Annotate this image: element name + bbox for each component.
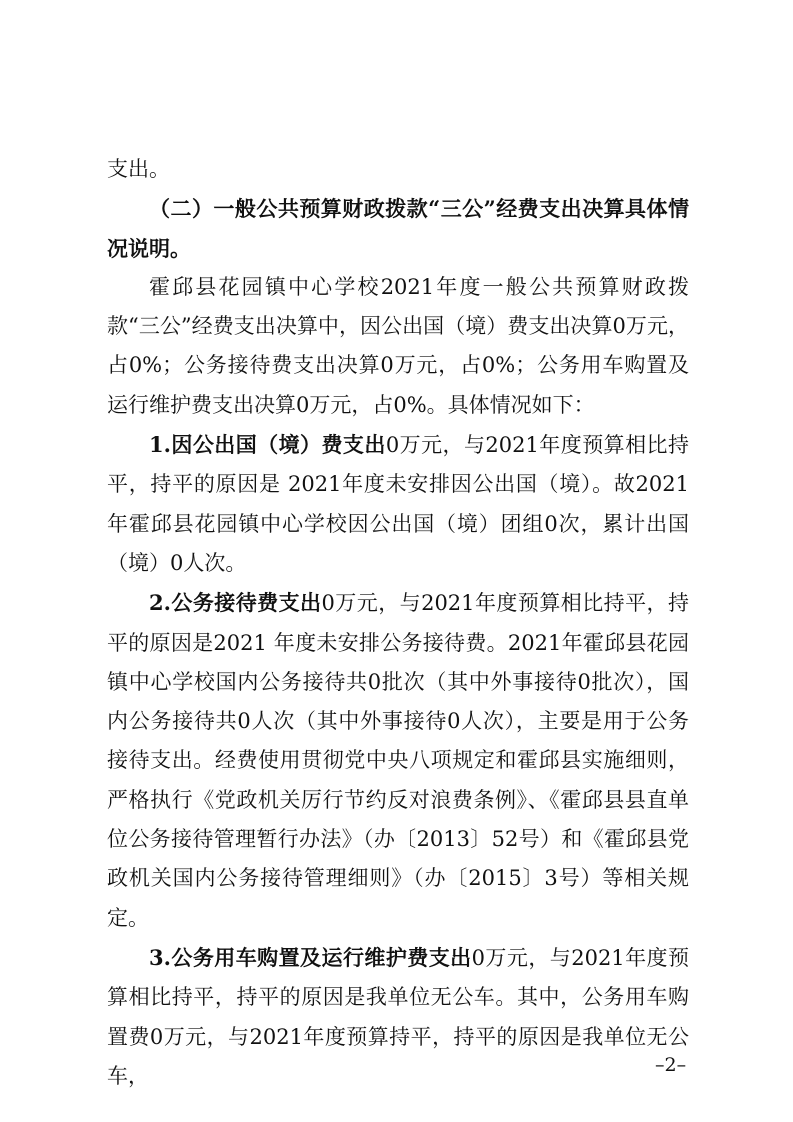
- document-body: [107, 150, 689, 1096]
- item-1-text: 0万元，与2021年度预算相比持平，持平的原因是 2021年度未安排因公出国（境）。故2021年霍邱县花园镇中心学校因公出国（境）团组0次，累计出国（境）0人次。: [107, 433, 689, 575]
- item-3-text: 0万元，与2021年度预算相比持平，持平的原因是我单位无公车。其中，公务用车购置费0万元，与2021年度预算持平，持平的原因是我单位无公车，: [107, 945, 689, 1088]
- intro-paragraph: 霍邱县花园镇中心学校2021年度一般公共预算财政拨款“三公”经费支出决算中，因公出国（境）费支出决算0万元，占0%；公务接待费支出决算0万元，占0%；公务用车购置及运行维护费支出决算0万元，占0%。具体情况如下：: [107, 274, 689, 417]
- item-2-paragraph: [107, 583, 689, 938]
- item-1-label: 1.因公出国（境）费支出: [149, 432, 386, 458]
- paragraph-continuation: 支出。: [107, 157, 170, 181]
- item-2-text: 0万元，与2021年度预算相比持平，持平的原因是2021 年度未安排公务接待费。2021年霍邱县花园镇中心学校国内公务接待共0批次（其中外事接待0批次），国内公务接待共0人次（其中外事接待0人次），主要是用于公务接待支出。经费使用贯彻党中央八项规定和霍邱县实施细则，严格执行《党政机关厉行节约反对浪费条例》、《霍邱县县直单位公务接待管理暂行办法》（办〔2013〕52号）和《霍邱县党政机关国内公务接待管理细则》（办〔2015〕3号）等相关规定。: [107, 591, 689, 930]
- item-3-label: 3.公务用车购置及运行维护费支出: [149, 944, 472, 970]
- page-number: –2–: [655, 1054, 687, 1076]
- section-heading: （二）一般公共预算财政拨款“三公”经费支出决算具体情况说明。: [107, 196, 689, 261]
- item-1-paragraph: [107, 425, 689, 583]
- item-2-label: 2.公务接待费支出: [149, 590, 322, 616]
- item-3-paragraph: [107, 938, 689, 1096]
